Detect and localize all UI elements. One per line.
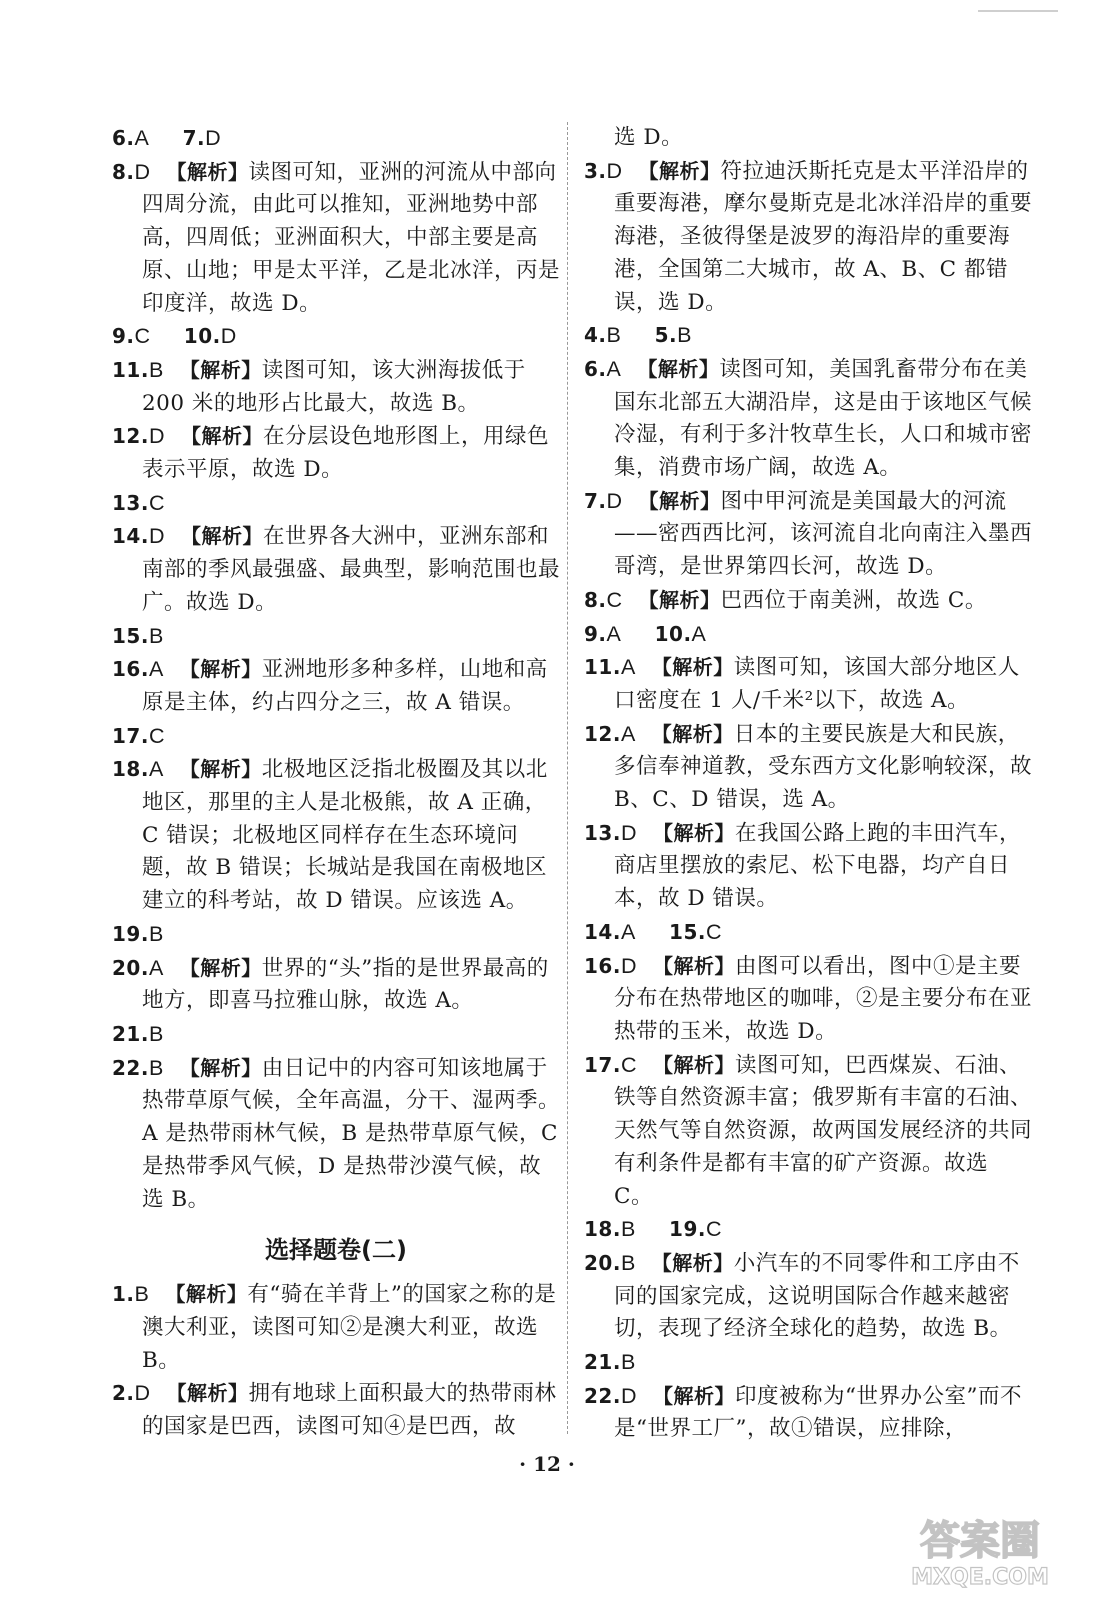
answer-letter: A [620, 721, 636, 746]
analysis-tag: 【解析】 [652, 1052, 735, 1077]
question-number: 2. [112, 1381, 135, 1406]
analysis-tag: 【解析】 [180, 524, 263, 549]
analysis-tag: 【解析】 [179, 757, 262, 782]
explanation-text: 北极地区泛指北极圈及其以北地区，那里的主人是北极熊，故 A 正确，C 错误；北极地区同样存在生态环境问题，故 B 错误；长城站是我国在南极地区建立的科考站，故 D 错误。应该选 A。 [142, 757, 548, 914]
answer-letter: B [620, 1217, 636, 1242]
question-number: 17. [112, 723, 149, 748]
analysis-tag: 【解析】 [652, 1383, 735, 1408]
question-number: 19. [112, 921, 149, 946]
explanation-text: 日本的主要民族是大和民族，多信奉神道教，受东西方文化影响较深，故 B、C、D 错误，选 A。 [614, 721, 1033, 813]
answer-letter: B [606, 323, 622, 348]
analysis-tag: 【解析】 [179, 1055, 262, 1080]
answer-letter: B [620, 1350, 636, 1375]
explanation-text: 读图可知，亚洲的河流从中部向四周分流，由此可以推知，亚洲地势中部高，四周低；亚洲面积大，中部主要是高原、山地；甲是太平洋，乙是北冰洋，丙是印度洋，故选 D。 [142, 159, 561, 316]
question-number: 5. [654, 323, 678, 348]
answer-letter: B [677, 323, 692, 348]
question-number: 11. [112, 357, 149, 382]
explanation-text: 读图可知，该国大部分地区人口密度在 1 人/千米²以下，故选 A。 [614, 655, 1020, 713]
continued-text: 选 D。 [614, 125, 684, 150]
explanation-text: 小汽车的不同零件和工序由不同的国家完成，这说明国际合作越来越密切，表现了经济全球化的趋势，故选 B。 [614, 1250, 1020, 1342]
answer-item [112, 720, 560, 754]
answer-letter: C [620, 1052, 637, 1077]
answer-item [584, 718, 1032, 817]
answer-item [584, 817, 1032, 916]
explanation-text: 读图可知，巴西煤炭、石油、铁等自然资源丰富；俄罗斯有丰富的石油、天然气等自然资源，故两国发展经济的共同有利条件是都有丰富的矿产资源。故选 C。 [614, 1052, 1033, 1209]
question-number: 16. [584, 953, 621, 978]
answer-letter: B [148, 921, 164, 946]
question-number: 20. [112, 955, 149, 980]
answer-item [584, 618, 1032, 652]
answer-letter: D [620, 953, 637, 978]
answer-letter: C [705, 1217, 722, 1242]
answer-item [584, 651, 1032, 717]
question-number: 10. [183, 324, 221, 349]
explanation-text: 在我国公路上跑的丰田汽车，商店里摆放的索尼、松下电器，均产自日本，故 D 错误。 [614, 820, 1021, 912]
question-number: 18. [584, 1217, 621, 1242]
answer-item [584, 1380, 1032, 1446]
answer-item [584, 1049, 1032, 1214]
answer-letter: B [148, 357, 164, 382]
explanation-text: 图中甲河流是美国最大的河流——密西西比河，该河流自北向南注入墨西哥湾，是世界第四长河，故选 D。 [614, 488, 1033, 580]
answer-letter: B [148, 1055, 164, 1080]
answer-item [584, 155, 1032, 320]
answer-item [584, 485, 1032, 584]
explanation-text: 亚洲地形多种多样，山地和高原是主体，约占四分之三，故 A 错误。 [142, 657, 548, 715]
analysis-tag: 【解析】 [651, 1250, 734, 1275]
analysis-tag: 【解析】 [638, 158, 721, 183]
question-number: 9. [584, 621, 607, 646]
answer-letter: C [148, 723, 165, 748]
question-number: 12. [584, 721, 621, 746]
explanation-text: 由日记中的内容可知该地属于热带草原气候，全年高温，分干、湿两季。A 是热带雨林气候，B 是热带草原气候，C 是热带季风气候，D 是热带沙漠气候，故选 B。 [142, 1055, 561, 1212]
analysis-tag: 【解析】 [180, 424, 263, 449]
answer-item [112, 952, 560, 1018]
answer-item [112, 420, 560, 486]
analysis-tag: 【解析】 [166, 1381, 249, 1406]
answer-item [112, 918, 560, 952]
question-number: 7. [182, 126, 206, 150]
answer-item [112, 122, 560, 156]
answer-letter: A [148, 955, 164, 980]
answer-letter: A [620, 919, 636, 944]
question-number: 14. [112, 524, 149, 549]
answer-letter: D [134, 159, 151, 184]
answer-item [112, 1052, 560, 1217]
explanation-text: 读图可知，美国乳畜带分布在美国东北部五大湖沿岸，这是由于该地区气候冷湿，有利于多汁牧草生长，人口和城市密集，消费市场广阔，故选 A。 [614, 356, 1033, 481]
answer-letter: D [606, 158, 623, 183]
question-number: 17. [584, 1052, 621, 1077]
answer-letter: B [134, 1282, 150, 1307]
analysis-tag: 【解析】 [165, 1282, 248, 1307]
question-number: 6. [112, 126, 135, 150]
answer-item [112, 1018, 560, 1052]
question-number: 3. [584, 158, 607, 183]
answer-letter: D [220, 324, 237, 349]
analysis-tag: 【解析】 [638, 488, 721, 513]
answer-item [112, 1278, 560, 1377]
question-number: 9. [112, 324, 135, 349]
question-number: 8. [584, 587, 607, 612]
answer-item [584, 1213, 1032, 1247]
page-number: · 12 · [519, 1452, 575, 1476]
question-number: 20. [584, 1250, 621, 1275]
answer-letter: B [148, 623, 164, 648]
answer-letter: B [148, 1021, 164, 1046]
answer-item [112, 520, 560, 619]
answer-letter: D [606, 488, 623, 513]
explanation-text: 在世界各大洲中，亚洲东部和南部的季风最强盛、最典型，影响范围也最广。故选 D。 [142, 524, 561, 615]
question-number: 14. [584, 919, 621, 944]
analysis-tag: 【解析】 [651, 655, 734, 680]
answer-letter: D [620, 820, 637, 845]
question-number: 1. [112, 1282, 135, 1307]
analysis-tag: 【解析】 [179, 657, 262, 682]
answer-letter: A [606, 356, 622, 381]
answer-item [584, 1346, 1032, 1380]
explanation-text: 印度被称为“世界办公室”而不是“世界工厂”，故①错误，应排除， [614, 1383, 1022, 1442]
answer-item [112, 1377, 560, 1443]
top-edge-mark [978, 10, 1058, 12]
left-column [112, 122, 560, 1444]
answer-item [112, 753, 560, 918]
answer-letter: A [691, 621, 707, 646]
analysis-tag: 【解析】 [179, 357, 262, 382]
question-number: 15. [669, 919, 706, 944]
answer-letter: A [606, 621, 622, 646]
answer-item [584, 1247, 1032, 1346]
question-number: 12. [112, 424, 149, 449]
answer-letter: B [620, 1250, 636, 1275]
explanation-text: 有“骑在羊背上”的国家之称的是澳大利亚，读图可知②是澳大利亚，故选 B。 [142, 1282, 557, 1373]
answer-item [584, 319, 1032, 353]
question-number: 8. [112, 159, 135, 184]
answer-letter: C [148, 490, 165, 515]
answer-letter: D [205, 126, 222, 150]
analysis-tag: 【解析】 [637, 356, 720, 381]
answer-letter: D [134, 1381, 151, 1406]
analysis-tag: 【解析】 [652, 953, 735, 978]
answer-letter: C [705, 919, 722, 944]
explanation-text: 读图可知，该大洲海拔低于 200 米的地形占比最大，故选 B。 [142, 357, 526, 416]
analysis-tag: 【解析】 [651, 721, 734, 746]
question-number: 10. [654, 621, 692, 646]
question-number: 11. [584, 655, 621, 680]
question-number: 21. [112, 1021, 149, 1046]
answer-letter: A [134, 126, 150, 150]
question-number: 13. [112, 490, 149, 515]
answer-item [112, 156, 560, 321]
answer-letter: D [148, 424, 165, 449]
answer-item [584, 353, 1032, 485]
answer-letter: A [148, 657, 164, 682]
question-number: 22. [112, 1055, 149, 1080]
answer-letter: A [148, 757, 164, 782]
right-column [584, 122, 1032, 1446]
section-title: 选择题卷(二) [265, 1236, 407, 1265]
question-number: 22. [584, 1383, 621, 1408]
question-number: 13. [584, 820, 621, 845]
question-number: 6. [584, 356, 607, 381]
answer-item [112, 620, 560, 654]
question-number: 21. [584, 1350, 621, 1375]
answer-item [112, 320, 560, 354]
explanation-text: 在分层设色地形图上，用绿色表示平原，故选 D。 [142, 424, 549, 483]
watermark-logo [880, 1510, 1080, 1592]
watermark-text: 答案圈 [920, 1518, 1040, 1564]
question-number: 15. [112, 623, 149, 648]
question-number: 16. [112, 657, 149, 682]
answer-letter: D [148, 524, 165, 549]
explanation-text: 世界的“头”指的是世界最高的地方，即喜马拉雅山脉，故选 A。 [142, 955, 549, 1014]
answer-item [584, 584, 1032, 618]
analysis-tag: 【解析】 [179, 955, 262, 980]
answer-letter: A [620, 655, 636, 680]
explanation-text: 巴西位于南美洲，故选 C。 [720, 587, 987, 613]
answer-item [584, 916, 1032, 950]
watermark-url: MXQE.COM [911, 1565, 1049, 1590]
question-number: 7. [584, 488, 607, 513]
question-number: 4. [584, 323, 607, 348]
explanation-text: 拥有地球上面积最大的热带雨林的国家是巴西，读图可知④是巴西，故 [142, 1381, 557, 1440]
question-number: 18. [112, 757, 149, 782]
answer-item [112, 487, 560, 521]
explanation-text: 符拉迪沃斯托克是太平洋沿岸的重要海港，摩尔曼斯克是北冰洋沿岸的重要海港，圣彼得堡是波罗的海沿岸的重要海港，全国第二大城市，故 A、B、C 都错误，选 D。 [614, 158, 1033, 315]
answer-item [584, 950, 1032, 1049]
analysis-tag: 【解析】 [652, 820, 735, 845]
answer-letter: D [620, 1383, 637, 1408]
explanation-text: 由图可以看出，图中①是主要分布在热带地区的咖啡，②是主要分布在亚热带的玉米，故选 D。 [614, 953, 1033, 1044]
question-number: 19. [669, 1217, 706, 1242]
analysis-tag: 【解析】 [638, 587, 721, 612]
answer-item [112, 354, 560, 420]
answer-letter: C [606, 587, 623, 612]
answer-letter: C [134, 324, 151, 349]
answer-item [112, 653, 560, 719]
analysis-tag: 【解析】 [166, 159, 249, 184]
column-divider [567, 122, 568, 1434]
